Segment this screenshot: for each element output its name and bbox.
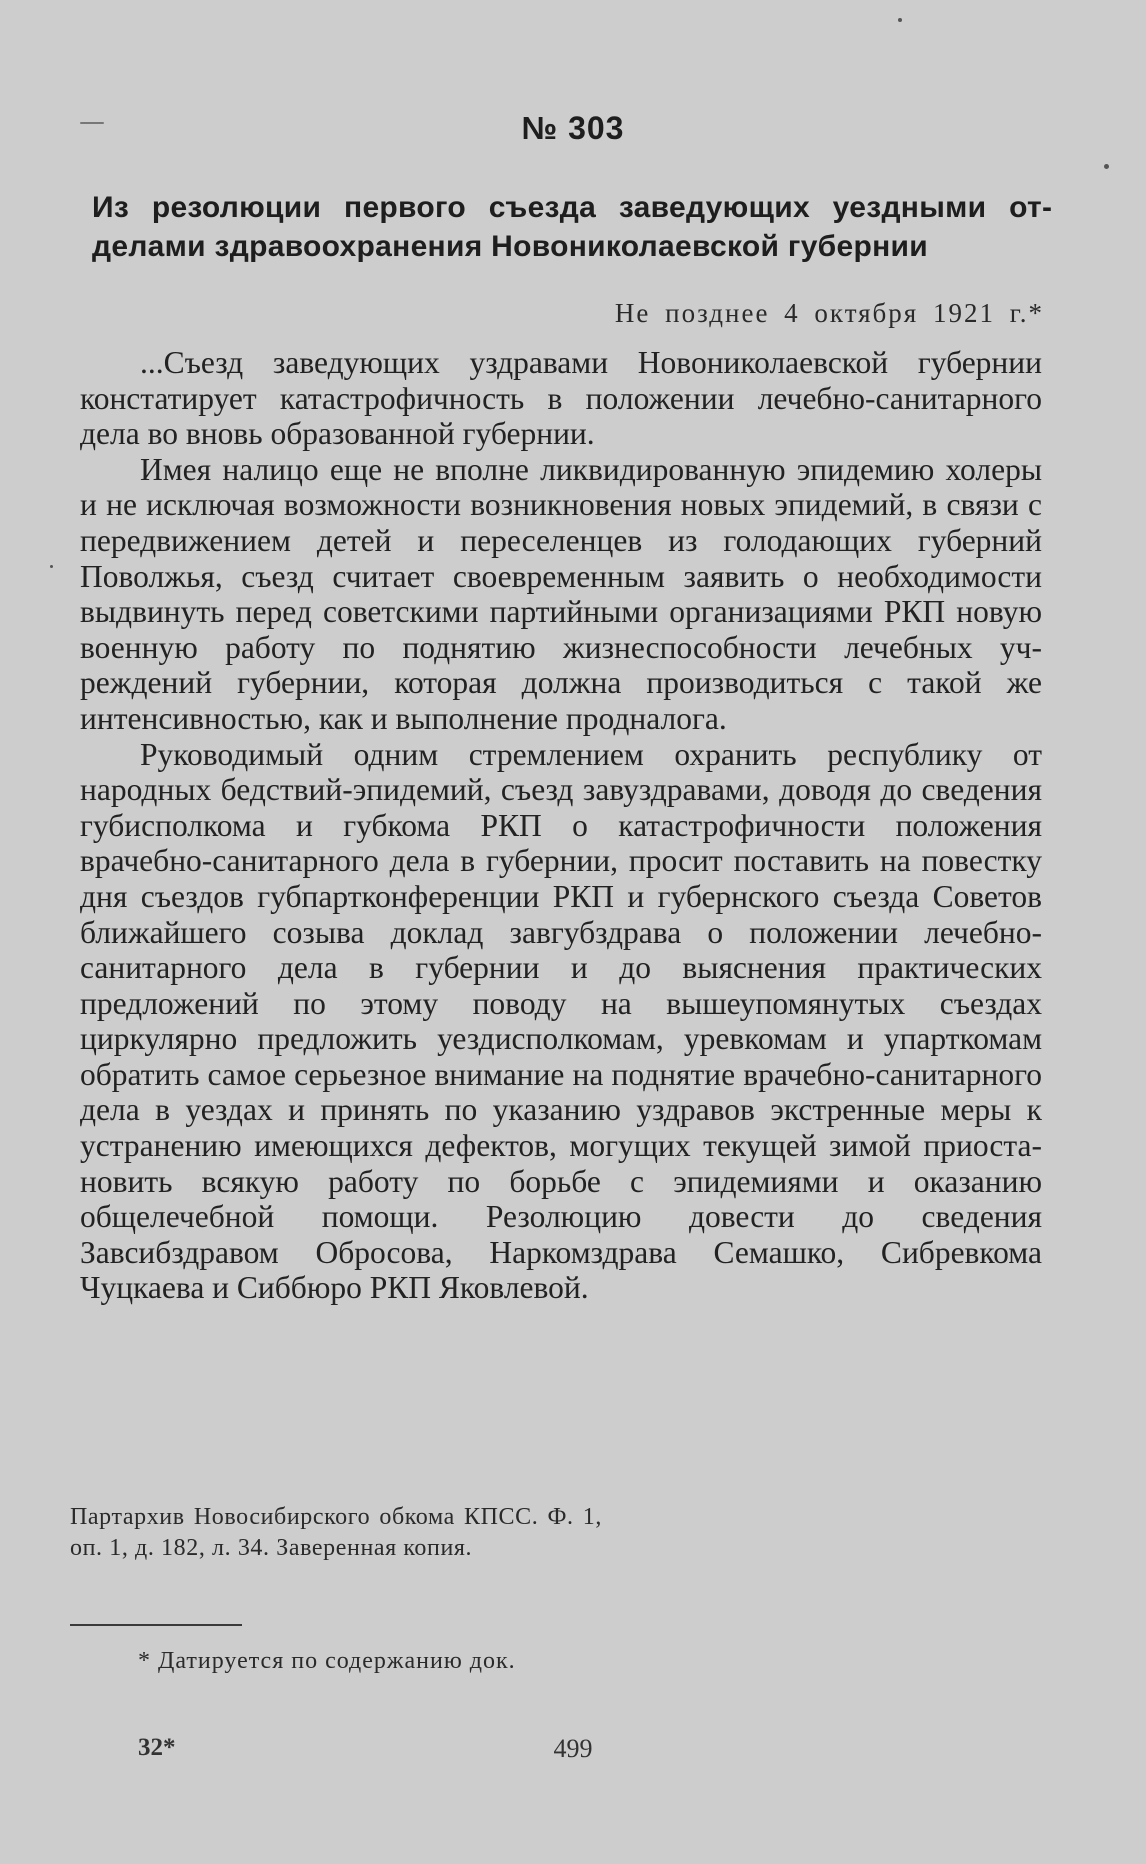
document-date: Не позднее 4 октября 1921 г.*	[614, 298, 1044, 328]
footnote: * Датируется по содержанию док.	[138, 1648, 516, 1674]
document-body	[80, 345, 1042, 1306]
body-paragraph: Руководимый одним стремлением охранить республику от народных бедствий-эпидемий, съезд завуздравами, доводя до сведения губисполкома и губкома РКП о катастрофичности положения врачебно-санитарного дела в губернии, просит поставить на повестку дня съездов губпартконференции РКП и губернского съезда Советов ближайшего созыва доклад завгубздрава о положении лечебно-санитарного дела в губернии и до выяснения практических предложений по этому поводу на вышеупомянутых съездах циркулярно предложить уездисполкомам, уревкомам и упарткомам обратить самое серьезное внимание на поднятие врачебно-санитарного дела в уездах и принять по указанию уздравов экстренные меры к устранению имеющихся дефектов, могущих текущей зимой приостановить всякую работу по борьбе с эпидемиями и оказанию общелечебной помощи. Резолюцию довести до сведения Завсибздравом Обросова, Наркомздрава Семашко, Сибревкома Чуцкаева и Сиббюро РКП Яковлевой.	[80, 736, 1042, 1306]
document-number: № 303	[521, 110, 625, 146]
footnote-divider	[70, 1624, 242, 1626]
document-title: Из резолюции первого съезда заведующих уездными отделами здравоохранения Новониколаевской губернии	[92, 191, 1052, 263]
scan-speck	[898, 18, 902, 22]
scan-speck	[80, 122, 104, 124]
body-paragraph: Имея налицо еще не вполне ликвидированную эпидемию холеры и не исключая возможности возникновения новых эпидемий, в связи с передвижением детей и переселенцев из голодающих губерний Поволжья, съезд считает своевременным заявить о необходимости выдвинуть перед советскими партийными организациями РКП новую военную работу по поднятию жизнеспособности лечебных учреждений губернии, которая должна производиться с такой же интенсивностью, как и выполнение продналога.	[80, 451, 1042, 736]
body-paragraph: ...Съезд заведующих уздравами Новониколаевской губернии констатирует катастрофичность в положении лечебно-санитарного дела во вновь образованной губернии.	[80, 345, 1042, 452]
page-number: 499	[553, 1734, 593, 1763]
archive-source-note: Партархив Новосибирского обкома КПСС. Ф. 1, оп. 1, д. 182, л. 34. Заверенная копия.	[70, 1504, 602, 1561]
printer-signature-mark: 32*	[138, 1734, 176, 1761]
scan-speck	[50, 565, 53, 568]
scan-speck	[1104, 164, 1109, 169]
